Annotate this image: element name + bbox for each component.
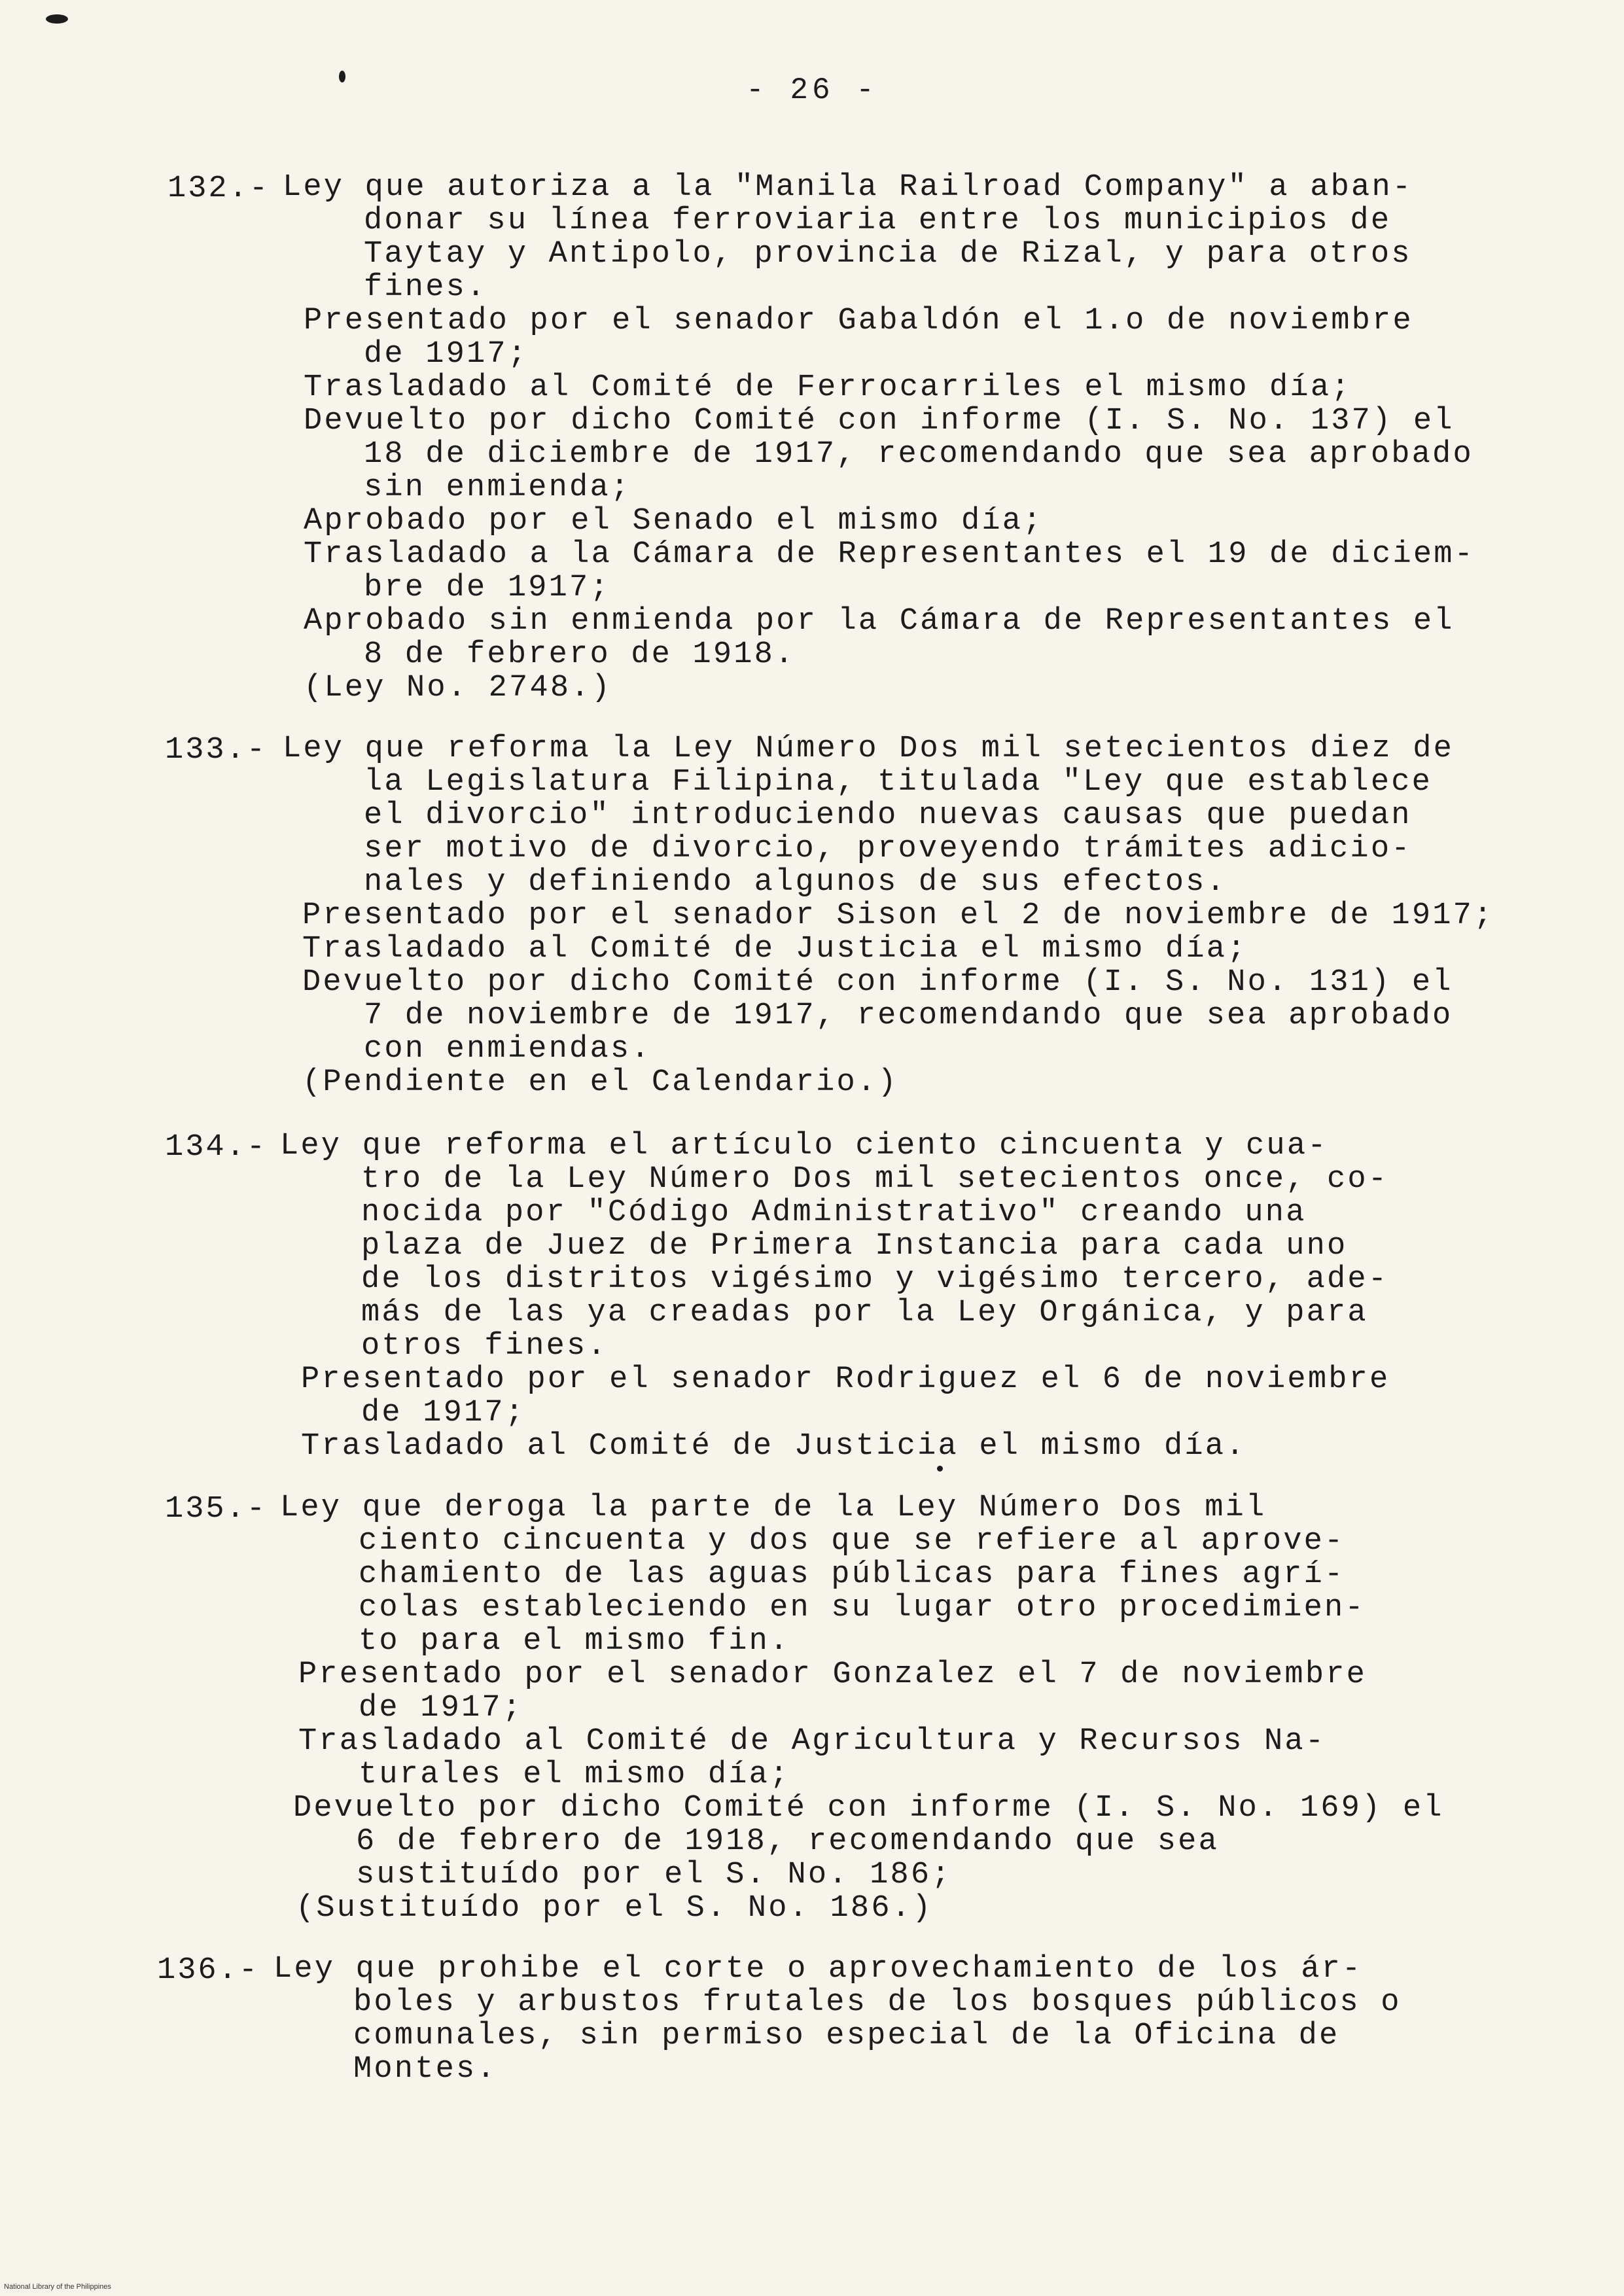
- bill-text-line: el divorcio" introduciendo nuevas causas que puedan: [364, 798, 1412, 833]
- bill-status-line: Aprobado por el Senado el mismo día;: [304, 504, 1044, 539]
- bill-text-line: ser motivo de divorcio, proveyendo trámites adicio-: [364, 832, 1412, 866]
- bill-status-line: Trasladado a la Cámara de Representantes el 19 de diciem-: [304, 537, 1475, 572]
- bill-status-line: 7 de noviembre de 1917, recomendando que sea aprobado: [364, 998, 1453, 1033]
- bill-status-line: sustituído por el S. No. 186;: [356, 1858, 952, 1892]
- bill-text-line: Taytay y Antipolo, provincia de Rizal, y para otros: [364, 237, 1412, 272]
- bill-status-line: bre de 1917;: [364, 571, 610, 605]
- bill-status-line: 6 de febrero de 1918, recomendando que sea: [356, 1824, 1219, 1859]
- bill-text-line: la Legislatura Filipina, titulada "Ley que establece: [364, 765, 1433, 800]
- bill-number: 134.-: [165, 1130, 268, 1165]
- bill-status-line: Presentado por el senador Gonzalez el 7 de noviembre: [298, 1657, 1368, 1692]
- bill-result-line: (Pendiente en el Calendario.): [302, 1065, 898, 1100]
- bill-text-line: Ley que reforma el artículo ciento cincuenta y cua-: [280, 1129, 1328, 1163]
- bill-status-line: Presentado por el senador Sison el 2 de noviembre de 1917;: [302, 898, 1494, 933]
- bill-status-line: Devuelto por dicho Comité con informe (I. S. No. 169) el: [293, 1791, 1444, 1826]
- bill-text-line: boles y arbustos frutales de los bosques públicos o: [353, 1985, 1402, 2020]
- bill-status-line: Devuelto por dicho Comité con informe (I. S. No. 131) el: [302, 965, 1453, 1000]
- bill-status-line: de 1917;: [361, 1396, 526, 1430]
- bill-status-line: Trasladado al Comité de Ferrocarriles el mismo día;: [304, 370, 1352, 405]
- bill-status-line: Trasladado al Comité de Justicia el mismo día;: [302, 932, 1248, 966]
- bill-status-line: 8 de febrero de 1918.: [364, 637, 796, 672]
- bill-number: 132.-: [168, 171, 270, 206]
- ink-speck: [937, 1466, 943, 1472]
- page-number: - 26 -: [746, 73, 878, 107]
- bill-text-line: Ley que prohibe el corte o aprovechamiento de los ár-: [274, 1952, 1363, 1987]
- bill-status-line: Trasladado al Comité de Justicia el mismo día.: [301, 1429, 1246, 1464]
- bill-status-line: Presentado por el senador Rodriguez el 6 de noviembre: [301, 1362, 1390, 1397]
- bill-status-line: Trasladado al Comité de Agricultura y Recursos Na-: [298, 1724, 1326, 1759]
- bill-text-line: chamiento de las aguas públicas para fines agrí-: [359, 1557, 1345, 1592]
- bill-result-line: (Sustituído por el S. No. 186.): [296, 1891, 933, 1926]
- bill-status-line: sin enmienda;: [364, 470, 631, 505]
- bill-text-line: Ley que reforma la Ley Número Dos mil setecientos diez de: [283, 732, 1455, 766]
- bill-status-line: turales el mismo día;: [359, 1757, 790, 1792]
- bill-text-line: Montes.: [353, 2052, 497, 2087]
- bill-number: 135.-: [165, 1492, 268, 1527]
- bill-text-line: plaza de Juez de Primera Instancia para cada uno: [361, 1229, 1348, 1263]
- bill-status-line: Presentado por el senador Gabaldón el 1.o de noviembre: [304, 304, 1413, 338]
- bill-text-line: Ley que autoriza a la "Manila Railroad Company" a aban-: [283, 170, 1413, 205]
- bill-text-line: otros fines.: [361, 1329, 608, 1364]
- bill-text-line: tro de la Ley Número Dos mil setecientos once, co-: [361, 1162, 1389, 1197]
- bill-text-line: nocida por "Código Administrativo" creando una: [361, 1195, 1307, 1230]
- bill-status-line: de 1917;: [364, 337, 529, 372]
- bill-text-line: to para el mismo fin.: [359, 1624, 790, 1659]
- bill-status-line: Devuelto por dicho Comité con informe (I. S. No. 137) el: [304, 404, 1455, 438]
- bill-text-line: colas estableciendo en su lugar otro procedimien-: [359, 1591, 1366, 1625]
- bill-status-line: con enmiendas.: [364, 1032, 652, 1067]
- bill-status-line: Aprobado sin enmienda por la Cámara de Representantes el: [304, 604, 1455, 639]
- bill-text-line: comunales, sin permiso especial de la Oficina de: [353, 2019, 1340, 2053]
- bill-status-line: 18 de diciembre de 1917, recomendando que sea aprobado: [364, 437, 1474, 472]
- bill-text-line: de los distritos vigésimo y vigésimo tercero, ade-: [361, 1262, 1389, 1297]
- bill-result-line: (Ley No. 2748.): [304, 671, 612, 705]
- bill-status-line: de 1917;: [359, 1691, 523, 1725]
- archive-credit: National Library of the Philippines: [4, 2283, 111, 2291]
- bill-text-line: Ley que deroga la parte de la Ley Número Dos mil: [280, 1491, 1267, 1525]
- bill-text-line: más de las ya creadas por la Ley Orgánica, y para: [361, 1296, 1368, 1330]
- bill-number: 136.-: [157, 1953, 260, 1988]
- bill-number: 133.-: [165, 733, 268, 768]
- bill-text-line: ciento cincuenta y dos que se refiere al aprove-: [359, 1524, 1345, 1559]
- bill-text-line: nales y definiendo algunos de sus efectos.: [364, 865, 1227, 900]
- bill-text-line: donar su línea ferroviaria entre los municipios de: [364, 203, 1392, 238]
- bill-text-line: fines.: [364, 270, 487, 305]
- ink-speck: [46, 14, 68, 24]
